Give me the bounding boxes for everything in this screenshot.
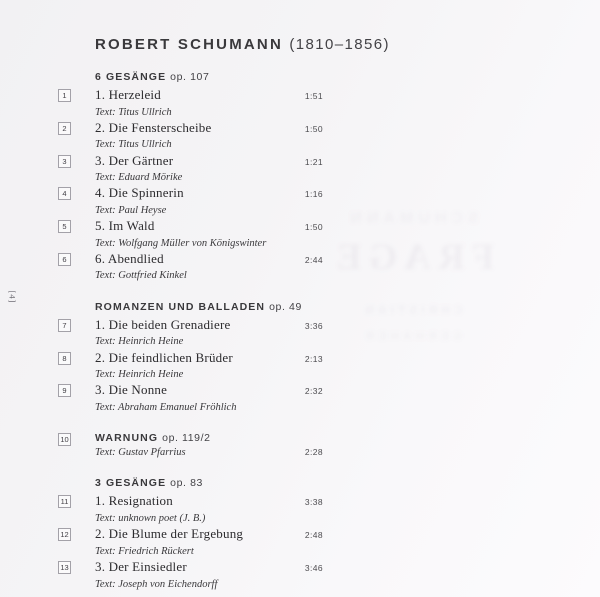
track-text-credit: Text: Paul Heyse [95,204,167,216]
track-title: 1. Resignation [95,493,173,509]
track-text-credit: Text: Wolfgang Müller von Königswinter [95,237,267,249]
track-title: 2. Die Blume der Ergebung [95,526,244,542]
track-row [60,559,323,592]
track-duration: 1:50 [304,123,323,134]
track-title: 2. Die Fensterscheibe [95,119,212,135]
track-title: 3. Der Einsiedler [95,559,187,575]
track-text-credit: Text: Titus Ullrich [95,139,172,151]
track-text-credit: Text: Abraham Emanuel Fröhlich [95,401,237,413]
composer-name: ROBERT SCHUMANN [95,36,283,53]
section-heading-inline [95,431,211,445]
track-row [62,218,323,251]
track-title: 6. Abendlied [95,250,164,266]
track-text-credit: Text: Heinrich Heine [95,336,184,348]
composer-heading [95,0,390,54]
track-number-box: 2 [58,122,71,135]
track-number-box: 12 [58,528,71,541]
track-text-credit: Text: Gustav Pfarrius [95,447,186,459]
track-duration: 2:32 [304,386,323,397]
track-title: 3. Der Gärtner [95,152,174,168]
section-heading [95,476,323,490]
composer-dates: (1810–1856) [289,36,390,53]
track-duration: 1:16 [304,189,323,200]
track-row [62,185,323,218]
section-heading [95,300,323,314]
track-duration: 2:28 [304,447,323,458]
track-title: 1. Herzeleid [95,87,161,102]
track-text-credit: Text: Titus Ullrich [95,106,172,118]
ghost-artist-text: CHRISTIAN [361,303,463,317]
track-number-box: 3 [58,155,71,168]
ghost-artist2-text [292,329,532,343]
track-text-credit: Text: Gottfried Kinkel [95,270,187,282]
track-number-box: 4 [58,187,71,200]
track-number-box: 10 [58,433,71,446]
track-duration: 2:44 [304,254,323,265]
track-duration: 2:48 [304,530,323,541]
section-opus: op. 107 [170,71,210,83]
track-row [62,152,323,186]
track-number-box: 11 [58,495,71,508]
section-title: 6 GESÄNGE [95,71,167,83]
track-title: 1. Die beiden Grenadiere [95,316,231,332]
track-number-box: 7 [58,319,71,332]
section-opus: op. 83 [170,477,203,490]
track-row [60,431,323,460]
section-title: WARNUNG [95,432,159,445]
track-duration: 3:46 [304,563,323,574]
track-duration: 1:51 [304,91,323,101]
track-duration: 3:36 [304,320,323,331]
ghost-composer-text [292,210,532,228]
track-text-credit: Text: Joseph von Eichendorff [95,578,218,590]
track-text-credit: Text: Eduard Mörike [95,172,183,184]
track-number-box: 13 [58,561,71,574]
section-title: ROMANZEN UND BALLADEN [95,300,266,313]
track-duration: 1:50 [304,222,323,233]
track-row [60,493,323,526]
track-duration: 1:21 [304,156,323,167]
track-number-box: 6 [58,253,71,266]
track-number-box: 8 [58,352,71,365]
track-row [62,250,323,284]
track-row [62,382,323,415]
tracklist-content [60,0,390,592]
track-number-box: 1 [58,89,71,102]
track-text-credit: Text: unknown poet (J. B.) [95,512,206,524]
track-title: 2. Die feindlichen Brüder [95,349,233,365]
track-row [62,119,323,153]
section-opus: op. 119/2 [162,432,211,445]
ghost-album-title-text: FRAGE [329,237,495,278]
reverse-page-showthrough [292,210,532,343]
section-title: 3 GESÄNGE [95,477,167,490]
track-row [62,87,323,120]
track-row [60,526,323,559]
track-row [62,349,323,383]
track-title: 4. Die Spinnerin [95,185,184,201]
track-title: 3. Die Nonne [95,382,168,398]
track-text-credit: Text: Friedrich Rückert [95,545,194,557]
section-opus: op. 49 [269,300,302,313]
track-row [62,316,323,350]
page-number: [4] [7,290,18,304]
track-number-box: 5 [58,220,71,233]
track-duration: 3:38 [304,497,323,508]
track-number-box: 9 [58,384,71,397]
track-duration: 2:13 [304,353,323,364]
track-title: 5. Im Wald [95,218,155,234]
section-heading [95,70,323,84]
track-text-credit: Text: Heinrich Heine [95,369,184,381]
